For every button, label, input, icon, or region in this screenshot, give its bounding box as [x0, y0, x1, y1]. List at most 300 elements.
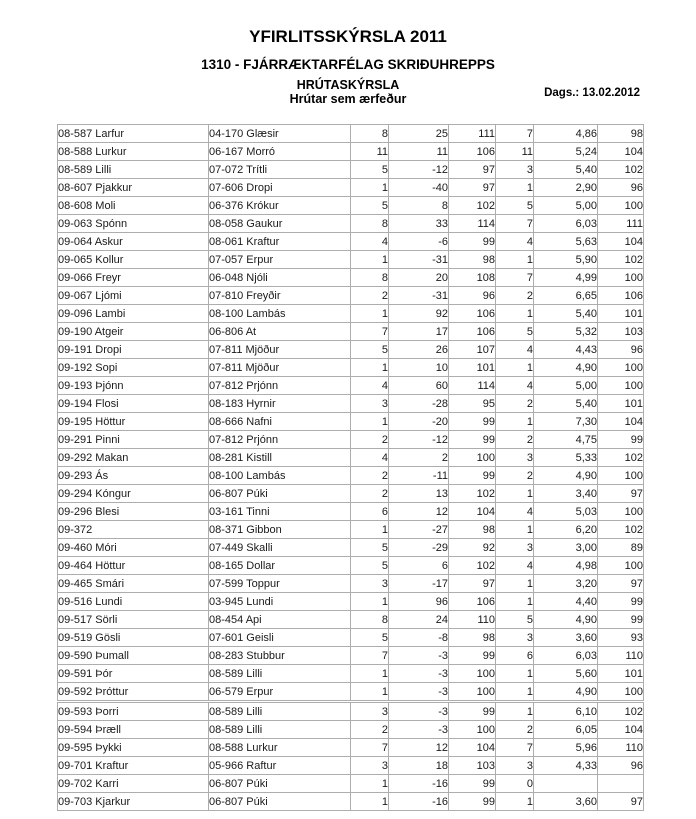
cell-ram: 08-608 Moli — [58, 197, 209, 215]
cell-n2: 3 — [496, 757, 534, 775]
cell-v2: 4,90 — [534, 467, 598, 485]
cell-sire: 08-454 Api — [209, 611, 351, 629]
table-row — [58, 467, 644, 485]
cell-n1: 7 — [351, 647, 389, 665]
cell-ram: 09-065 Kollur — [58, 251, 209, 269]
cell-n1: 1 — [351, 305, 389, 323]
cell-ram: 09-191 Dropi — [58, 341, 209, 359]
cell-sire: 07-811 Mjöður — [209, 341, 351, 359]
cell-ram: 09-066 Freyr — [58, 269, 209, 287]
table-row — [58, 305, 644, 323]
cell-n2: 0 — [496, 775, 534, 793]
cell-v2: 4,75 — [534, 431, 598, 449]
cell-i2: 100 — [598, 359, 644, 377]
table-row — [58, 629, 644, 647]
cell-v2: 5,60 — [534, 665, 598, 683]
cell-sire: 07-606 Dropi — [209, 179, 351, 197]
cell-i1: 110 — [449, 611, 496, 629]
cell-n1: 1 — [351, 593, 389, 611]
cell-v2: 4,90 — [534, 611, 598, 629]
cell-v1: 2 — [389, 449, 449, 467]
cell-n1: 4 — [351, 233, 389, 251]
cell-i2: 98 — [598, 125, 644, 143]
cell-sire: 08-061 Kraftur — [209, 233, 351, 251]
cell-i2: 104 — [598, 721, 644, 739]
cell-i1: 102 — [449, 485, 496, 503]
cell-i1: 100 — [449, 721, 496, 739]
cell-i1: 92 — [449, 539, 496, 557]
table-row — [58, 503, 644, 521]
cell-i2: 100 — [598, 269, 644, 287]
cell-ram: 09-591 Þór — [58, 665, 209, 683]
cell-n1: 2 — [351, 721, 389, 739]
cell-n2: 1 — [496, 251, 534, 269]
cell-v1: -3 — [389, 721, 449, 739]
cell-n1: 5 — [351, 197, 389, 215]
cell-sire: 08-183 Hyrnir — [209, 395, 351, 413]
cell-n1: 2 — [351, 467, 389, 485]
cell-ram: 09-464 Höttur — [58, 557, 209, 575]
cell-ram: 09-590 Þumall — [58, 647, 209, 665]
cell-n2: 2 — [496, 395, 534, 413]
cell-v2: 5,32 — [534, 323, 598, 341]
cell-n2: 4 — [496, 377, 534, 395]
cell-ram: 09-594 Þræll — [58, 721, 209, 739]
cell-v1: 33 — [389, 215, 449, 233]
cell-ram: 09-517 Sörli — [58, 611, 209, 629]
cell-sire: 06-807 Púki — [209, 485, 351, 503]
cell-v2: 4,43 — [534, 341, 598, 359]
cell-i2: 100 — [598, 467, 644, 485]
cell-n1: 5 — [351, 161, 389, 179]
cell-n2: 5 — [496, 197, 534, 215]
cell-i2: 97 — [598, 485, 644, 503]
cell-v2: 6,03 — [534, 215, 598, 233]
table-row — [58, 757, 644, 775]
cell-n1: 1 — [351, 521, 389, 539]
cell-v2: 4,99 — [534, 269, 598, 287]
cell-n2: 1 — [496, 305, 534, 323]
cell-n1: 2 — [351, 287, 389, 305]
cell-ram: 08-607 Pjakkur — [58, 179, 209, 197]
cell-v1: 24 — [389, 611, 449, 629]
cell-n1: 8 — [351, 611, 389, 629]
cell-sire: 05-966 Raftur — [209, 757, 351, 775]
cell-sire: 03-945 Lundi — [209, 593, 351, 611]
cell-n2: 3 — [496, 161, 534, 179]
cell-i1: 99 — [449, 702, 496, 721]
cell-n2: 6 — [496, 647, 534, 665]
table-row — [58, 233, 644, 251]
cell-ram: 09-292 Makan — [58, 449, 209, 467]
cell-sire: 08-589 Lilli — [209, 721, 351, 739]
cell-n2: 1 — [496, 521, 534, 539]
cell-n2: 1 — [496, 683, 534, 702]
cell-n2: 1 — [496, 575, 534, 593]
table-row — [58, 377, 644, 395]
cell-i1: 97 — [449, 161, 496, 179]
cell-i2: 101 — [598, 305, 644, 323]
cell-v2: 3,60 — [534, 629, 598, 647]
cell-i1: 100 — [449, 449, 496, 467]
cell-ram: 09-465 Smári — [58, 575, 209, 593]
cell-v1: 20 — [389, 269, 449, 287]
cell-ram: 09-192 Sopi — [58, 359, 209, 377]
cell-n2: 3 — [496, 629, 534, 647]
cell-n2: 4 — [496, 341, 534, 359]
cell-n1: 5 — [351, 629, 389, 647]
cell-v1: 17 — [389, 323, 449, 341]
cell-n1: 3 — [351, 702, 389, 721]
cell-n2: 5 — [496, 611, 534, 629]
cell-i1: 99 — [449, 431, 496, 449]
cell-v2: 4,90 — [534, 683, 598, 702]
cell-v1: 96 — [389, 593, 449, 611]
table-row — [58, 161, 644, 179]
table-row — [58, 413, 644, 431]
cell-v1: 10 — [389, 359, 449, 377]
cell-v1: -12 — [389, 161, 449, 179]
cell-ram: 09-593 Þorri — [58, 702, 209, 721]
cell-i2: 96 — [598, 179, 644, 197]
table-row — [58, 287, 644, 305]
cell-i2: 102 — [598, 251, 644, 269]
rams-table — [57, 124, 644, 811]
cell-sire: 06-579 Erpur — [209, 683, 351, 702]
cell-v1: 18 — [389, 757, 449, 775]
cell-i2: 89 — [598, 539, 644, 557]
cell-n2: 3 — [496, 449, 534, 467]
cell-i1: 95 — [449, 395, 496, 413]
table-row — [58, 269, 644, 287]
table-row — [58, 793, 644, 811]
cell-v1: -6 — [389, 233, 449, 251]
cell-ram: 09-701 Kraftur — [58, 757, 209, 775]
cell-n2: 4 — [496, 557, 534, 575]
table-row — [58, 683, 644, 702]
cell-i1: 99 — [449, 233, 496, 251]
cell-ram: 09-096 Lambi — [58, 305, 209, 323]
cell-v1: -3 — [389, 647, 449, 665]
cell-i1: 106 — [449, 143, 496, 161]
cell-n1: 6 — [351, 503, 389, 521]
report-type-heading: HRÚTASKÝRSLA — [296, 78, 400, 92]
table-row — [58, 611, 644, 629]
cell-ram: 09-293 Ás — [58, 467, 209, 485]
cell-i1: 100 — [449, 665, 496, 683]
cell-v1: -8 — [389, 629, 449, 647]
rams-table-body — [58, 125, 644, 811]
cell-sire: 08-589 Lilli — [209, 665, 351, 683]
cell-i1: 96 — [449, 287, 496, 305]
cell-n1: 3 — [351, 757, 389, 775]
cell-v1: 13 — [389, 485, 449, 503]
cell-ram: 09-595 Þykki — [58, 739, 209, 757]
cell-v1: 12 — [389, 739, 449, 757]
cell-i2: 110 — [598, 739, 644, 757]
cell-i1: 114 — [449, 377, 496, 395]
cell-n2: 3 — [496, 539, 534, 557]
report-header — [0, 0, 696, 124]
cell-sire: 07-812 Prjónn — [209, 431, 351, 449]
cell-v1: -16 — [389, 775, 449, 793]
cell-v1: -31 — [389, 251, 449, 269]
cell-sire: 06-807 Púki — [209, 775, 351, 793]
cell-v1: -3 — [389, 702, 449, 721]
cell-n1: 1 — [351, 413, 389, 431]
cell-n1: 1 — [351, 793, 389, 811]
cell-v2: 3,60 — [534, 793, 598, 811]
cell-v2: 6,10 — [534, 702, 598, 721]
cell-v2: 6,20 — [534, 521, 598, 539]
table-row — [58, 179, 644, 197]
cell-sire: 07-811 Mjöður — [209, 359, 351, 377]
cell-v2: 4,40 — [534, 593, 598, 611]
cell-ram: 08-589 Lilli — [58, 161, 209, 179]
cell-i2: 96 — [598, 757, 644, 775]
table-row — [58, 521, 644, 539]
cell-n1: 8 — [351, 215, 389, 233]
cell-ram: 09-296 Blesi — [58, 503, 209, 521]
cell-v1: -29 — [389, 539, 449, 557]
cell-i2: 97 — [598, 575, 644, 593]
cell-v1: 26 — [389, 341, 449, 359]
cell-i1: 106 — [449, 305, 496, 323]
cell-i2: 101 — [598, 665, 644, 683]
cell-n2: 1 — [496, 793, 534, 811]
cell-i1: 98 — [449, 629, 496, 647]
cell-v2: 4,33 — [534, 757, 598, 775]
cell-v2: 5,63 — [534, 233, 598, 251]
cell-v1: -28 — [389, 395, 449, 413]
cell-v2: 4,86 — [534, 125, 598, 143]
cell-v2: 5,24 — [534, 143, 598, 161]
cell-v2: 3,20 — [534, 575, 598, 593]
table-row — [58, 557, 644, 575]
cell-n1: 8 — [351, 269, 389, 287]
cell-sire: 06-806 At — [209, 323, 351, 341]
cell-ram: 08-588 Lurkur — [58, 143, 209, 161]
cell-v2: 7,30 — [534, 413, 598, 431]
cell-n2: 7 — [496, 215, 534, 233]
cell-i1: 102 — [449, 197, 496, 215]
cell-n1: 5 — [351, 557, 389, 575]
cell-ram: 09-291 Pinni — [58, 431, 209, 449]
cell-i1: 99 — [449, 647, 496, 665]
cell-v1: -17 — [389, 575, 449, 593]
cell-n1: 7 — [351, 739, 389, 757]
cell-v1: 6 — [389, 557, 449, 575]
cell-sire: 08-283 Stubbur — [209, 647, 351, 665]
report-subtitle: 1310 - FJÁRRÆKTARFÉLAG SKRIÐUHREPPS — [201, 57, 495, 72]
cell-ram: 09-194 Flosi — [58, 395, 209, 413]
cell-v2: 4,98 — [534, 557, 598, 575]
cell-n2: 11 — [496, 143, 534, 161]
cell-v2: 5,03 — [534, 503, 598, 521]
cell-sire: 08-371 Gibbon — [209, 521, 351, 539]
cell-i2: 101 — [598, 395, 644, 413]
cell-n1: 7 — [351, 323, 389, 341]
cell-sire: 07-449 Skalli — [209, 539, 351, 557]
table-row — [58, 449, 644, 467]
cell-v1: -3 — [389, 683, 449, 702]
cell-v1: 25 — [389, 125, 449, 143]
cell-i2: 103 — [598, 323, 644, 341]
cell-v2: 5,96 — [534, 739, 598, 757]
cell-n1: 2 — [351, 485, 389, 503]
cell-v2 — [534, 775, 598, 793]
table-row — [58, 197, 644, 215]
cell-v2: 5,40 — [534, 161, 598, 179]
cell-i2: 100 — [598, 683, 644, 702]
cell-sire: 03-161 Tinni — [209, 503, 351, 521]
cell-sire: 07-072 Trítli — [209, 161, 351, 179]
cell-sire: 08-100 Lambás — [209, 305, 351, 323]
cell-sire: 08-165 Dollar — [209, 557, 351, 575]
cell-i1: 106 — [449, 593, 496, 611]
cell-n1: 5 — [351, 341, 389, 359]
cell-sire: 07-812 Prjónn — [209, 377, 351, 395]
cell-v1: 92 — [389, 305, 449, 323]
cell-i1: 104 — [449, 503, 496, 521]
cell-i1: 102 — [449, 557, 496, 575]
cell-sire: 08-100 Lambás — [209, 467, 351, 485]
cell-sire: 07-057 Erpur — [209, 251, 351, 269]
cell-v2: 5,90 — [534, 251, 598, 269]
cell-i1: 98 — [449, 251, 496, 269]
cell-i1: 108 — [449, 269, 496, 287]
table-row — [58, 143, 644, 161]
cell-n1: 1 — [351, 775, 389, 793]
cell-i1: 103 — [449, 757, 496, 775]
table-row — [58, 665, 644, 683]
cell-i1: 101 — [449, 359, 496, 377]
cell-v2: 5,00 — [534, 197, 598, 215]
cell-ram: 09-703 Kjarkur — [58, 793, 209, 811]
cell-ram: 09-519 Gösli — [58, 629, 209, 647]
table-row — [58, 647, 644, 665]
cell-v2: 3,40 — [534, 485, 598, 503]
cell-i2: 102 — [598, 521, 644, 539]
cell-v2: 6,05 — [534, 721, 598, 739]
cell-i2: 104 — [598, 413, 644, 431]
cell-i1: 100 — [449, 683, 496, 702]
cell-v2: 5,00 — [534, 377, 598, 395]
cell-sire: 06-376 Krókur — [209, 197, 351, 215]
cell-n1: 1 — [351, 179, 389, 197]
cell-n2: 1 — [496, 702, 534, 721]
cell-sire: 08-666 Nafni — [209, 413, 351, 431]
cell-i2: 102 — [598, 161, 644, 179]
cell-sire: 08-281 Kistill — [209, 449, 351, 467]
cell-v1: 60 — [389, 377, 449, 395]
cell-ram: 09-063 Spónn — [58, 215, 209, 233]
cell-i1: 99 — [449, 793, 496, 811]
cell-n1: 1 — [351, 683, 389, 702]
table-row — [58, 485, 644, 503]
cell-n2: 1 — [496, 413, 534, 431]
cell-i1: 106 — [449, 323, 496, 341]
table-row — [58, 539, 644, 557]
cell-v1: -20 — [389, 413, 449, 431]
cell-n1: 2 — [351, 431, 389, 449]
cell-n2: 2 — [496, 287, 534, 305]
cell-i1: 104 — [449, 739, 496, 757]
cell-v2: 5,40 — [534, 395, 598, 413]
cell-n2: 7 — [496, 269, 534, 287]
cell-i2: 99 — [598, 431, 644, 449]
cell-n2: 1 — [496, 665, 534, 683]
cell-n1: 1 — [351, 665, 389, 683]
cell-n1: 1 — [351, 251, 389, 269]
cell-v1: -40 — [389, 179, 449, 197]
cell-sire: 06-048 Njóli — [209, 269, 351, 287]
cell-ram: 09-193 Þjónn — [58, 377, 209, 395]
table-row — [58, 775, 644, 793]
cell-ram: 09-064 Askur — [58, 233, 209, 251]
cell-i1: 97 — [449, 575, 496, 593]
table-row — [58, 702, 644, 721]
cell-i1: 111 — [449, 125, 496, 143]
cell-n2: 5 — [496, 323, 534, 341]
table-row — [58, 323, 644, 341]
cell-v1: -11 — [389, 467, 449, 485]
cell-ram: 09-702 Karri — [58, 775, 209, 793]
cell-v1: -12 — [389, 431, 449, 449]
cell-i2: 111 — [598, 215, 644, 233]
cell-v1: -27 — [389, 521, 449, 539]
table-row — [58, 251, 644, 269]
cell-i1: 99 — [449, 413, 496, 431]
cell-v2: 5,33 — [534, 449, 598, 467]
table-row — [58, 395, 644, 413]
cell-n2: 1 — [496, 593, 534, 611]
table-row — [58, 431, 644, 449]
cell-n2: 2 — [496, 721, 534, 739]
cell-ram: 09-190 Atgeir — [58, 323, 209, 341]
cell-n1: 8 — [351, 125, 389, 143]
cell-n2: 7 — [496, 739, 534, 757]
cell-ram: 09-294 Kóngur — [58, 485, 209, 503]
table-row — [58, 739, 644, 757]
cell-n2: 4 — [496, 233, 534, 251]
table-row — [58, 215, 644, 233]
cell-v2: 3,00 — [534, 539, 598, 557]
cell-i2: 102 — [598, 702, 644, 721]
cell-ram: 09-067 Ljómi — [58, 287, 209, 305]
table-row — [58, 593, 644, 611]
cell-v1: 11 — [389, 143, 449, 161]
cell-i2: 104 — [598, 143, 644, 161]
cell-n2: 7 — [496, 125, 534, 143]
cell-i2: 110 — [598, 647, 644, 665]
cell-v1: 8 — [389, 197, 449, 215]
cell-v2: 5,40 — [534, 305, 598, 323]
cell-v1: -16 — [389, 793, 449, 811]
cell-ram: 09-372 — [58, 521, 209, 539]
cell-sire: 04-170 Glæsir — [209, 125, 351, 143]
cell-v2: 4,90 — [534, 359, 598, 377]
cell-n2: 1 — [496, 485, 534, 503]
cell-v1: -31 — [389, 287, 449, 305]
cell-sire: 07-601 Geisli — [209, 629, 351, 647]
cell-i1: 99 — [449, 467, 496, 485]
cell-n1: 4 — [351, 449, 389, 467]
cell-i2: 100 — [598, 377, 644, 395]
table-row — [58, 125, 644, 143]
cell-i2: 100 — [598, 503, 644, 521]
cell-i2: 100 — [598, 557, 644, 575]
